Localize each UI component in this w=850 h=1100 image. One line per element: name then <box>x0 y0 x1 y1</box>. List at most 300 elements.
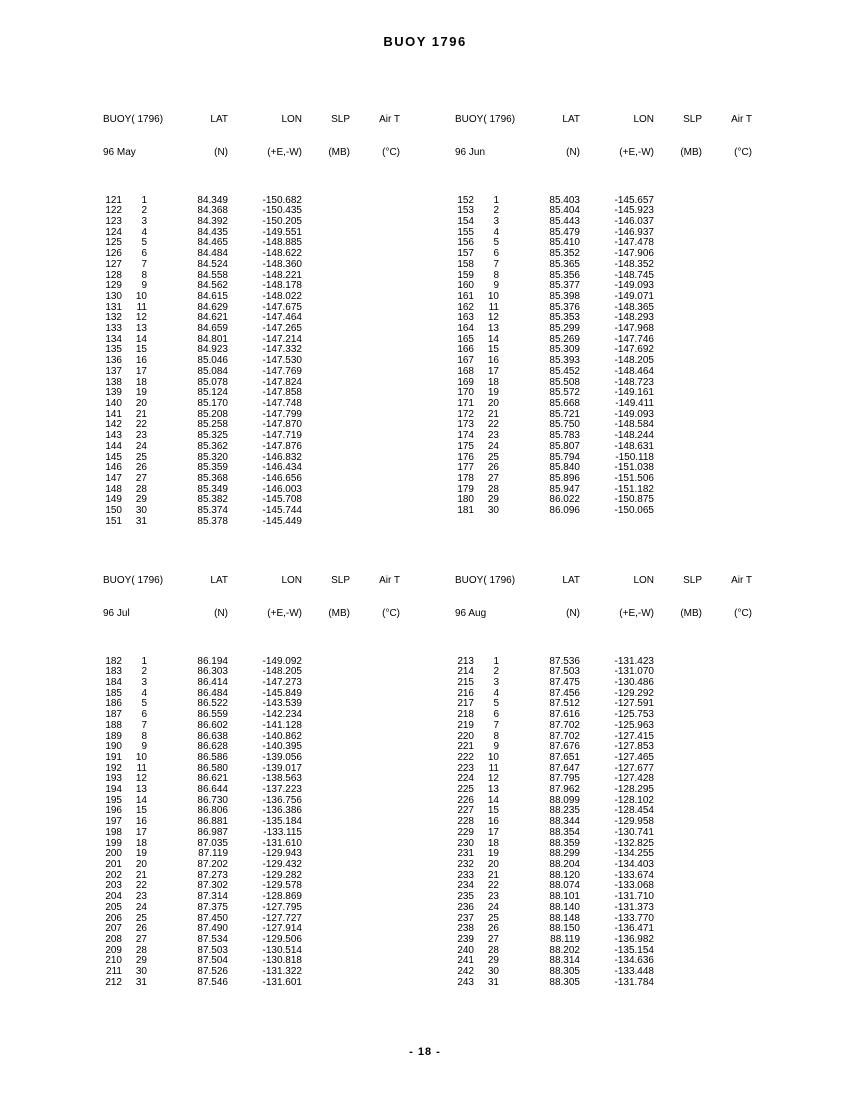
table-row <box>437 271 767 282</box>
cell-day: 17 <box>135 826 147 838</box>
page-title: BUOY 1796 <box>383 34 467 49</box>
cell-lat: 85.452 <box>549 365 580 377</box>
cell-lat: 87.504 <box>197 955 228 967</box>
table-row <box>437 796 767 807</box>
cell-lon: -143.539 <box>262 698 302 710</box>
cell-lon: -150.205 <box>262 216 302 228</box>
cell-lat: 86.022 <box>549 494 580 506</box>
cell-buoy-id: 219 <box>457 719 474 731</box>
table-header-row-1 <box>85 576 415 587</box>
cell-day: 28 <box>487 944 499 956</box>
table-row <box>437 967 767 978</box>
cell-buoy-id: 130 <box>105 290 122 302</box>
cell-lat: 85.352 <box>549 248 580 260</box>
cell-buoy-id: 236 <box>457 901 474 913</box>
table-row <box>437 849 767 860</box>
cell-buoy-id: 123 <box>105 216 122 228</box>
cell-lon: -130.486 <box>614 677 654 689</box>
cell-day: 1 <box>493 655 499 667</box>
cell-day: 21 <box>487 408 499 420</box>
cell-lon: -147.478 <box>614 237 654 249</box>
cell-buoy-id: 238 <box>457 923 474 935</box>
cell-lat: 85.721 <box>549 408 580 420</box>
table-row <box>437 914 767 925</box>
cell-day: 7 <box>141 719 147 731</box>
cell-day: 6 <box>493 709 499 721</box>
cell-lon: -135.184 <box>262 816 302 828</box>
column-header-buoy: BUOY( 1796) <box>455 114 516 126</box>
table-header-row-1 <box>85 115 415 126</box>
table-row <box>437 463 767 474</box>
cell-day: 16 <box>135 355 147 367</box>
cell-lat: 87.702 <box>549 730 580 742</box>
cell-day: 2 <box>493 205 499 217</box>
cell-day: 19 <box>487 848 499 860</box>
cell-buoy-id: 133 <box>105 323 122 335</box>
cell-day: 11 <box>136 301 147 313</box>
cell-day: 28 <box>135 483 147 495</box>
cell-lon: -149.411 <box>615 397 654 409</box>
cell-day: 18 <box>135 376 147 388</box>
cell-day: 8 <box>141 730 147 742</box>
cell-buoy-id: 185 <box>105 687 122 699</box>
cell-lon: -148.205 <box>614 355 654 367</box>
table-header-row-2 <box>437 609 767 620</box>
cell-day: 27 <box>135 472 147 484</box>
cell-lat: 86.644 <box>197 784 228 796</box>
cell-lat: 84.923 <box>197 344 228 356</box>
cell-lat: 86.194 <box>197 655 228 667</box>
cell-lon: -133.448 <box>614 966 654 978</box>
cell-lat: 85.046 <box>197 355 228 367</box>
column-header-airt: Air T <box>731 114 752 126</box>
table-row <box>437 806 767 817</box>
cell-buoy-id: 172 <box>457 408 474 420</box>
cell-buoy-id: 141 <box>105 408 122 420</box>
cell-buoy-id: 163 <box>457 312 474 324</box>
cell-day: 16 <box>487 355 499 367</box>
cell-lon: -149.093 <box>614 280 654 292</box>
cell-buoy-id: 139 <box>105 387 122 399</box>
cell-lon: -149.161 <box>614 387 654 399</box>
table-row <box>437 860 767 871</box>
cell-buoy-id: 167 <box>457 355 474 367</box>
cell-day: 31 <box>135 976 147 988</box>
table-row <box>85 378 415 389</box>
cell-lat: 86.580 <box>197 762 228 774</box>
cell-buoy-id: 213 <box>457 655 474 667</box>
cell-lat: 86.303 <box>197 666 228 678</box>
cell-buoy-id: 177 <box>457 462 474 474</box>
cell-lon: -129.958 <box>614 816 654 828</box>
cell-lon: -151.506 <box>614 472 654 484</box>
column-header-lat: LAT <box>562 114 580 126</box>
cell-lon: -134.636 <box>614 955 654 967</box>
cell-buoy-id: 144 <box>105 440 122 452</box>
column-header-slp: SLP <box>331 114 350 126</box>
cell-lon: -129.578 <box>262 880 302 892</box>
cell-lon: -136.982 <box>614 933 654 945</box>
cell-day: 18 <box>487 376 499 388</box>
cell-day: 4 <box>493 226 499 238</box>
cell-buoy-id: 186 <box>105 698 122 710</box>
cell-day: 22 <box>487 880 499 892</box>
table-row <box>85 196 415 207</box>
cell-lat: 85.794 <box>549 451 580 463</box>
table-row <box>437 657 767 668</box>
cell-day: 26 <box>135 462 147 474</box>
cell-lat: 87.503 <box>549 666 580 678</box>
cell-day: 10 <box>135 751 147 763</box>
cell-day: 20 <box>487 397 499 409</box>
cell-buoy-id: 135 <box>105 344 122 356</box>
cell-lon: -145.449 <box>262 515 302 527</box>
cell-lat: 85.353 <box>549 312 580 324</box>
cell-lon: -147.746 <box>614 333 654 345</box>
column-header-buoy: BUOY( 1796) <box>103 114 164 126</box>
cell-buoy-id: 161 <box>457 290 474 302</box>
cell-lon: -128.102 <box>614 794 654 806</box>
table-row <box>437 828 767 839</box>
table-row <box>437 732 767 743</box>
cell-buoy-id: 210 <box>105 955 122 967</box>
table-row <box>437 324 767 335</box>
table-row <box>437 495 767 506</box>
cell-day: 9 <box>493 741 499 753</box>
table-row <box>437 399 767 410</box>
column-unit-lon: (+E,-W) <box>619 607 654 619</box>
cell-lat: 87.702 <box>549 719 580 731</box>
cell-buoy-id: 168 <box>457 365 474 377</box>
cell-lon: -148.293 <box>614 312 654 324</box>
table-row <box>85 495 415 506</box>
cell-lon: -130.514 <box>262 944 302 956</box>
cell-lat: 87.119 <box>198 848 228 860</box>
cell-day: 25 <box>135 451 147 463</box>
cell-buoy-id: 121 <box>105 194 122 206</box>
cell-lon: -147.769 <box>262 365 302 377</box>
cell-day: 12 <box>487 312 499 324</box>
cell-lat: 88.314 <box>549 955 580 967</box>
cell-lon: -150.435 <box>262 205 302 217</box>
cell-day: 13 <box>487 784 499 796</box>
cell-lat: 85.783 <box>549 430 580 442</box>
cell-buoy-id: 125 <box>105 237 122 249</box>
cell-buoy-id: 158 <box>457 258 474 270</box>
cell-lon: -133.115 <box>263 826 302 838</box>
cell-buoy-id: 229 <box>457 826 474 838</box>
cell-lon: -149.551 <box>262 226 302 238</box>
cell-lon: -149.071 <box>614 290 654 302</box>
cell-day: 29 <box>135 955 147 967</box>
cell-day: 24 <box>135 901 147 913</box>
cell-lat: 85.362 <box>197 440 228 452</box>
cell-day: 24 <box>487 440 499 452</box>
table-row <box>85 388 415 399</box>
table-row <box>85 978 415 989</box>
cell-buoy-id: 199 <box>105 837 122 849</box>
cell-lon: -139.056 <box>262 751 302 763</box>
column-header-lon: LON <box>281 575 302 587</box>
table-row <box>437 345 767 356</box>
cell-buoy-id: 190 <box>105 741 122 753</box>
cell-buoy-id: 195 <box>105 794 122 806</box>
buoy-table-may <box>85 94 415 538</box>
cell-lon: -147.675 <box>262 301 302 313</box>
table-row <box>437 420 767 431</box>
column-unit-lat: (N) <box>214 607 228 619</box>
cell-lat: 85.356 <box>549 269 580 281</box>
cell-day: 14 <box>487 794 499 806</box>
table-row <box>85 956 415 967</box>
cell-lon: -131.322 <box>262 966 302 978</box>
cell-lon: -147.876 <box>262 440 302 452</box>
cell-lon: -150.875 <box>614 494 654 506</box>
cell-day: 13 <box>135 323 147 335</box>
table-row <box>437 249 767 260</box>
cell-lat: 85.374 <box>197 505 228 517</box>
cell-lon: -145.849 <box>262 687 302 699</box>
cell-day: 2 <box>141 205 147 217</box>
cell-day: 1 <box>141 655 147 667</box>
cell-buoy-id: 188 <box>105 719 122 731</box>
table-row <box>437 453 767 464</box>
column-unit-airt: (°C) <box>382 146 400 158</box>
cell-buoy-id: 150 <box>105 505 122 517</box>
cell-day: 26 <box>487 462 499 474</box>
cell-lon: -129.292 <box>614 687 654 699</box>
cell-lat: 86.484 <box>197 687 228 699</box>
table-row <box>85 399 415 410</box>
cell-lat: 87.651 <box>549 751 580 763</box>
cell-lon: -133.674 <box>614 869 654 881</box>
table-row <box>437 710 767 721</box>
table-row <box>437 303 767 314</box>
cell-buoy-id: 122 <box>105 205 122 217</box>
table-row <box>437 196 767 207</box>
cell-lat: 87.475 <box>549 677 580 689</box>
table-row <box>85 463 415 474</box>
cell-lon: -145.744 <box>262 505 302 517</box>
month-label: 96 Jun <box>455 146 486 158</box>
cell-day: 5 <box>141 698 147 710</box>
cell-buoy-id: 231 <box>457 848 474 860</box>
table-row <box>85 324 415 335</box>
cell-lon: -128.295 <box>614 784 654 796</box>
cell-lon: -129.943 <box>262 848 302 860</box>
cell-buoy-id: 156 <box>457 237 474 249</box>
cell-buoy-id: 157 <box>457 248 474 260</box>
cell-lon: -147.273 <box>262 677 302 689</box>
table-row <box>437 367 767 378</box>
table-row <box>85 946 415 957</box>
table-row <box>85 506 415 517</box>
cell-day: 18 <box>135 837 147 849</box>
cell-buoy-id: 224 <box>457 773 474 785</box>
cell-lon: -148.622 <box>262 248 302 260</box>
cell-lat: 85.840 <box>549 462 580 474</box>
cell-buoy-id: 132 <box>105 312 122 324</box>
cell-lon: -147.464 <box>262 312 302 324</box>
cell-day: 17 <box>135 365 147 377</box>
cell-day: 31 <box>487 976 499 988</box>
cell-lat: 87.035 <box>197 837 228 849</box>
table-header-row-2 <box>437 148 767 159</box>
cell-lat: 88.344 <box>549 816 580 828</box>
cell-lat: 87.962 <box>549 784 580 796</box>
cell-day: 5 <box>493 237 499 249</box>
table-row <box>437 753 767 764</box>
table-body <box>437 196 767 517</box>
cell-buoy-id: 221 <box>457 741 474 753</box>
table-row <box>437 388 767 399</box>
cell-lon: -127.465 <box>614 751 654 763</box>
cell-buoy-id: 175 <box>457 440 474 452</box>
cell-buoy-id: 166 <box>457 344 474 356</box>
cell-buoy-id: 173 <box>457 419 474 431</box>
table-row <box>85 806 415 817</box>
cell-lat: 85.896 <box>549 472 580 484</box>
cell-buoy-id: 203 <box>105 880 122 892</box>
table-body <box>85 657 415 989</box>
cell-day: 8 <box>493 269 499 281</box>
table-row <box>85 260 415 271</box>
column-unit-airt: (°C) <box>734 607 752 619</box>
cell-day: 8 <box>493 730 499 742</box>
cell-lat: 88.359 <box>549 837 580 849</box>
column-header-lat: LAT <box>210 114 228 126</box>
cell-lon: -135.154 <box>614 944 654 956</box>
table-row <box>85 742 415 753</box>
table-row <box>437 431 767 442</box>
table-row <box>437 442 767 453</box>
table-row <box>437 335 767 346</box>
cell-buoy-id: 202 <box>105 869 122 881</box>
cell-buoy-id: 211 <box>106 966 122 978</box>
cell-lon: -148.584 <box>614 419 654 431</box>
cell-lat: 85.508 <box>549 376 580 388</box>
cell-buoy-id: 171 <box>457 397 474 409</box>
table-row <box>437 774 767 785</box>
cell-buoy-id: 193 <box>105 773 122 785</box>
cell-buoy-id: 124 <box>105 226 122 238</box>
table-header-row-2 <box>85 609 415 620</box>
cell-day: 25 <box>135 912 147 924</box>
cell-lon: -138.563 <box>262 773 302 785</box>
column-unit-airt: (°C) <box>734 146 752 158</box>
cell-lon: -136.386 <box>262 805 302 817</box>
cell-lat: 88.354 <box>549 826 580 838</box>
cell-lat: 86.621 <box>197 773 228 785</box>
cell-day: 6 <box>493 248 499 260</box>
table-row <box>437 721 767 732</box>
cell-day: 28 <box>487 483 499 495</box>
cell-lon: -127.415 <box>614 730 654 742</box>
cell-buoy-id: 198 <box>105 826 122 838</box>
cell-day: 27 <box>487 472 499 484</box>
cell-day: 29 <box>135 494 147 506</box>
cell-day: 22 <box>135 880 147 892</box>
cell-lat: 84.368 <box>197 205 228 217</box>
cell-day: 30 <box>487 966 499 978</box>
cell-buoy-id: 226 <box>457 794 474 806</box>
column-unit-lat: (N) <box>566 607 580 619</box>
column-unit-lat: (N) <box>214 146 228 158</box>
cell-lat: 85.443 <box>549 216 580 228</box>
cell-day: 2 <box>493 666 499 678</box>
cell-lon: -147.214 <box>262 333 302 345</box>
cell-lon: -128.869 <box>262 891 302 903</box>
column-header-buoy: BUOY( 1796) <box>455 575 516 587</box>
cell-lon: -130.741 <box>614 826 654 838</box>
cell-lat: 86.638 <box>197 730 228 742</box>
cell-buoy-id: 194 <box>105 784 122 796</box>
table-row <box>85 303 415 314</box>
cell-lon: -148.365 <box>614 301 654 313</box>
table-row <box>85 367 415 378</box>
cell-lon: -131.373 <box>614 901 654 913</box>
table-row <box>85 292 415 303</box>
cell-buoy-id: 242 <box>457 966 474 978</box>
cell-buoy-id: 222 <box>457 751 474 763</box>
cell-day: 23 <box>487 891 499 903</box>
cell-day: 22 <box>135 419 147 431</box>
column-unit-slp: (MB) <box>328 146 350 158</box>
cell-buoy-id: 136 <box>105 355 122 367</box>
cell-lat: 86.881 <box>197 816 228 828</box>
table-header-row-1 <box>437 115 767 126</box>
cell-lat: 87.456 <box>549 687 580 699</box>
cell-lon: -148.464 <box>614 365 654 377</box>
cell-buoy-id: 134 <box>105 333 122 345</box>
table-row <box>85 335 415 346</box>
cell-buoy-id: 170 <box>457 387 474 399</box>
table-row <box>437 689 767 700</box>
cell-lon: -147.719 <box>262 430 302 442</box>
cell-lon: -151.182 <box>614 483 654 495</box>
cell-day: 10 <box>487 751 499 763</box>
cell-lon: -147.858 <box>262 387 302 399</box>
cell-buoy-id: 201 <box>105 858 122 870</box>
cell-buoy-id: 153 <box>457 205 474 217</box>
cell-lat: 86.806 <box>197 805 228 817</box>
cell-day: 17 <box>487 365 499 377</box>
cell-lon: -147.870 <box>262 419 302 431</box>
table-header-row-1 <box>437 576 767 587</box>
cell-day: 11 <box>136 762 147 774</box>
cell-lat: 87.490 <box>197 923 228 935</box>
cell-lon: -139.017 <box>262 762 302 774</box>
cell-buoy-id: 176 <box>457 451 474 463</box>
cell-lon: -146.656 <box>262 472 302 484</box>
table-row <box>85 206 415 217</box>
table-row <box>85 817 415 828</box>
cell-lat: 86.414 <box>197 677 228 689</box>
cell-buoy-id: 182 <box>105 655 122 667</box>
cell-day: 23 <box>135 430 147 442</box>
cell-lon: -137.223 <box>262 784 302 796</box>
cell-day: 14 <box>487 333 499 345</box>
cell-day: 7 <box>141 258 147 270</box>
cell-lat: 88.150 <box>549 923 580 935</box>
column-header-slp: SLP <box>683 114 702 126</box>
cell-lon: -147.265 <box>262 323 302 335</box>
cell-lat: 88.299 <box>549 848 580 860</box>
cell-lat: 85.398 <box>549 290 580 302</box>
cell-buoy-id: 159 <box>457 269 474 281</box>
cell-lat: 86.730 <box>197 794 228 806</box>
cell-lon: -127.591 <box>614 698 654 710</box>
